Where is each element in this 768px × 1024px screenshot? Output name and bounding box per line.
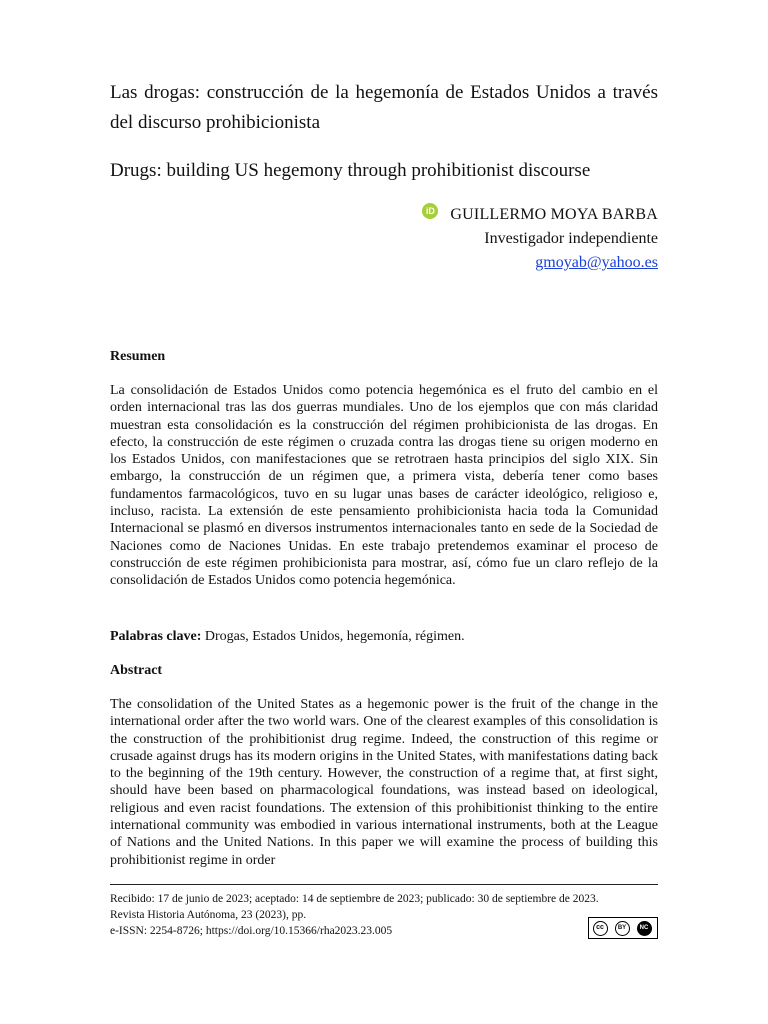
cc-segment — [589, 917, 611, 939]
by-icon: BY — [615, 921, 630, 936]
author-affiliation: Investigador independiente — [484, 230, 658, 247]
abstract-text: The consolidation of the United States as a hegemonic power is the fruit of the change in the international order after the two world wars. One of the clearest examples of this consolidation is the construction of the prohibitionist drug regime. Indeed, the construction of this regime or crusade against drugs has its modern origins in the United States, with manifestations dating back to the beginning of the 19th century. However, the construction of a regime that, at first sight, should have been based on pharmacological foundations, was instead based on ideological, religious and even racist foundations. The extension of this prohibitionist thinking to the entire international community was embodied in various international instruments, both at the League of Nations and the United Nations. In this paper we will examine the process of building this prohibitionist regime in order — [110, 697, 658, 868]
footer-journal: Revista Historia Autónoma, 23 (2023), pp. — [110, 909, 307, 921]
cc-icon: cc — [593, 921, 608, 936]
keywords-label: Palabras clave: — [110, 629, 202, 644]
footer-dates: Recibido: 17 de junio de 2023; aceptado: 14 de septiembre de 2023; publicado: 30 de septiembre de 2023. — [110, 893, 599, 905]
keywords-line — [110, 628, 658, 645]
nc-icon: NC — [637, 921, 652, 936]
title-spanish: Las drogas: construcción de la hegemonía de Estados Unidos a través del discurso prohibicionista — [110, 82, 658, 133]
footer-issn: e-ISSN: 2254-8726; https://doi.org/10.15366/rha2023.23.005 — [110, 925, 393, 937]
abstract-section — [110, 662, 658, 869]
author-name: GUILLERMO MOYA BARBA — [450, 206, 658, 223]
by-segment — [611, 917, 633, 939]
author-email-link[interactable]: gmoyab@yahoo.es — [535, 254, 658, 271]
orcid-icon[interactable]: iD — [422, 203, 438, 219]
footer — [110, 884, 658, 939]
author-line — [110, 203, 658, 227]
nc-segment — [633, 917, 655, 939]
footer-row — [110, 907, 658, 939]
cc-license-badge[interactable] — [588, 917, 658, 939]
keywords-section — [110, 628, 658, 645]
keywords-text: Drogas, Estados Unidos, hegemonía, régimen. — [204, 629, 465, 644]
resumen-text: La consolidación de Estados Unidos como potencia hegemónica es el fruto del cambio en el orden internacional tras las dos guerras mundiales. Uno de los ejemplos que con más claridad muestran esta consolidación es la construcción del régimen prohibicionista de las drogas. En efecto, la construcción de este régimen o cruzada contra las drogas tiene su origen moderno en los Estados Unidos, con manifestaciones que se retrotraen hasta principios del siglo XIX. Sin embargo, la construcción de un régimen que, a primera vista, debería tener como bases fundamentos farmacológicos, tuvo en su lugar unas bases de carácter ideológico, religioso e, incluso, racista. La extensión de este pensamiento prohibicionista hacia toda la Comunidad Internacional se plasmó en diversos instrumentos internacionales tanto en sede de la Sociedad de Naciones como de Naciones Unidas. En este trabajo pretendemos examinar el proceso de construcción de este régimen prohibicionista para mostrar, así, cómo fue un claro reflejo de la consolidación de Estados Unidos como potencia hegemónica. — [110, 383, 658, 589]
resumen-heading: Resumen — [110, 349, 166, 364]
title-english: Drugs: building US hegemony through prohibitionist discourse — [110, 160, 591, 181]
author-block — [110, 203, 658, 275]
abstract-heading: Abstract — [110, 663, 163, 678]
resumen-section — [110, 348, 658, 590]
